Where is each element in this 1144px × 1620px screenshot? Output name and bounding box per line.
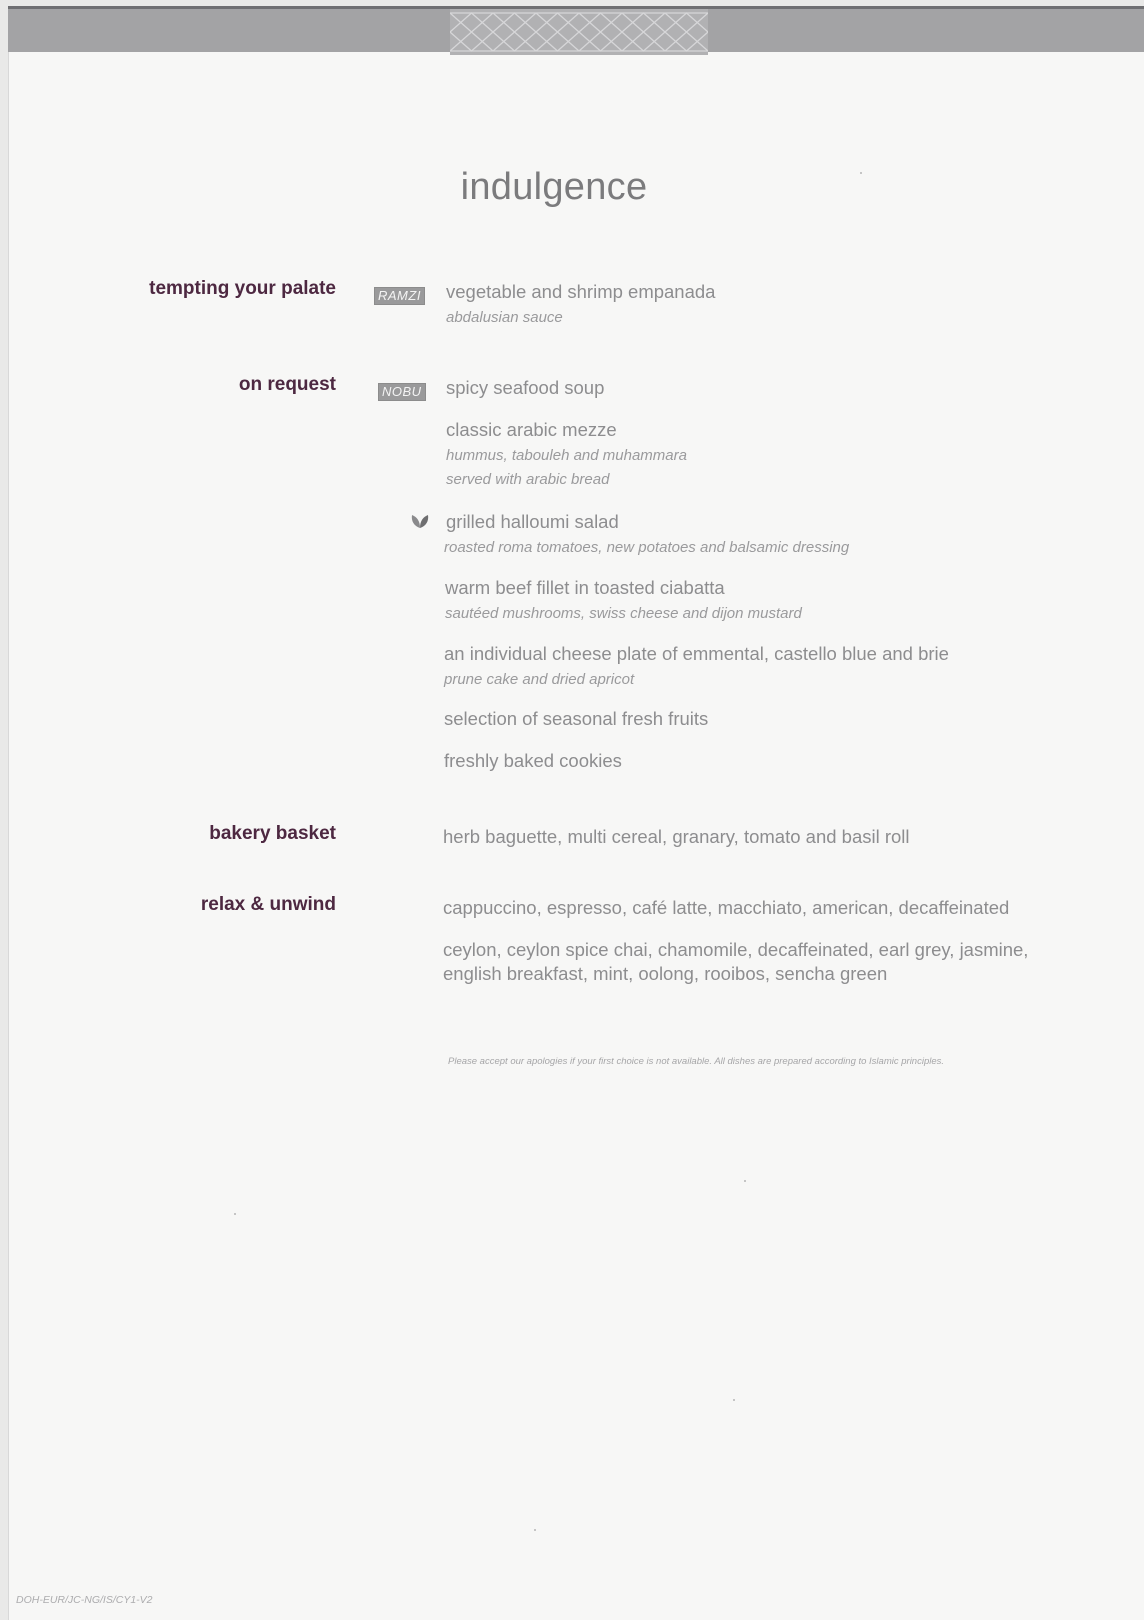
header-band	[8, 6, 1144, 52]
menu-item-desc: abdalusian sauce	[446, 309, 563, 326]
menu-item-name: selection of seasonal fresh fruits	[444, 708, 709, 729]
menu-item-name: english breakfast, mint, oolong, rooibos, sencha green	[443, 963, 888, 984]
paper-speck	[534, 1529, 536, 1531]
menu-item-name: spicy seafood soup	[446, 377, 605, 398]
section-label-relax: relax & unwind	[200, 894, 336, 915]
chef-badge-ramzi: RAMZI	[374, 287, 425, 305]
section-label-bakery: bakery basket	[209, 823, 336, 844]
section-label-tempting: tempting your palate	[149, 278, 336, 299]
menu-code: DOH-EUR/JC-NG/IS/CY1-V2	[16, 1594, 153, 1606]
menu-item-name: classic arabic mezze	[446, 419, 617, 440]
paper-speck	[733, 1399, 735, 1401]
menu-item-desc: prune cake and dried apricot	[444, 671, 635, 688]
disclaimer-text: Please accept our apologies if your first choice is not available. All dishes are prepared according to Islamic principles.	[448, 1056, 945, 1067]
menu-item-name: warm beef fillet in toasted ciabatta	[445, 577, 725, 598]
menu-item-name: grilled halloumi salad	[446, 511, 619, 532]
paper-speck	[744, 1180, 746, 1182]
menu-item-desc: served with arabic bread	[446, 471, 610, 488]
menu-item-name: herb baguette, multi cereal, granary, tomato and basil roll	[443, 826, 910, 847]
menu-item-name: vegetable and shrimp empanada	[446, 281, 716, 302]
paper-speck	[860, 172, 862, 174]
menu-item-name: ceylon, ceylon spice chai, chamomile, decaffeinated, earl grey, jasmine,	[443, 939, 1029, 960]
menu-page	[8, 6, 1144, 1620]
section-label-on-request: on request	[238, 374, 336, 395]
chef-badge-nobu: NOBU	[378, 383, 426, 401]
menu-item-desc: sautéed mushrooms, swiss cheese and dijon mustard	[445, 605, 802, 622]
menu-item-desc: roasted roma tomatoes, new potatoes and balsamic dressing	[444, 539, 850, 556]
paper-speck	[234, 1213, 236, 1215]
menu-item-name: cappuccino, espresso, café latte, macchiato, american, decaffeinated	[443, 897, 1010, 918]
lattice-pattern-icon	[450, 9, 708, 55]
menu-item-desc: hummus, tabouleh and muhammara	[446, 447, 687, 464]
menu-title: indulgence	[460, 166, 648, 208]
vegetarian-leaf-icon	[410, 512, 430, 530]
menu-item-name: freshly baked cookies	[444, 750, 622, 771]
menu-item-name: an individual cheese plate of emmental, castello blue and brie	[444, 643, 949, 664]
